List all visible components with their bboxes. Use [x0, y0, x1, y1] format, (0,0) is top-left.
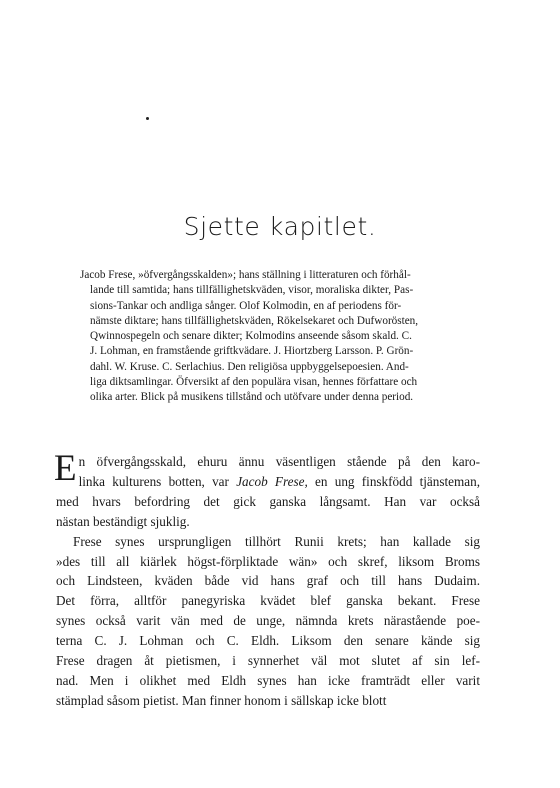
summary-line: sions-Tankar och andliga sånger. Olof Kolmodin, en af periodens för-	[90, 299, 402, 312]
body-line: nästan beständigt sjuklig.	[56, 513, 190, 529]
summary-line: olika arter. Blick på musikens tillstånd och utöfvare under denna period.	[90, 391, 414, 404]
chapter-title: Sjette kapitlet.	[183, 212, 377, 241]
body-line: nad. Men i olikhet med Eldh synes han icke framträdt eller varit	[56, 672, 480, 688]
body-line: Frese dragen åt pietismen, i synnerhet väl mot slutet af sin lef-	[56, 653, 480, 669]
body-line: n öfvergångsskald, ehuru ännu väsentligen stående på den karo-	[78, 454, 480, 469]
body-line: »des till all kiärlek högst-förpliktade wän» och skref, liksom Broms	[56, 553, 480, 569]
body-line-text: linka kulturens botten, var	[78, 473, 237, 489]
body-line: och Lindsteen, kväden både vid hans graf och till hans Dudaim.	[56, 573, 480, 589]
chapter-summary	[80, 268, 482, 406]
body-line	[56, 472, 480, 492]
person-name: Jacob Frese,	[236, 473, 308, 489]
body-line: synes också varit vän med de unge, nämnda krets närastående poe-	[56, 613, 480, 629]
summary-line: lande till samtida; hans tillfällighetskväden, visor, moraliska dikter, Pas-	[90, 284, 414, 297]
ink-speck	[146, 117, 149, 120]
summary-line: liga diktsamlingar. Öfversikt af den populära visan, hennes författare och	[90, 376, 418, 389]
summary-line: dahl. W. Kruse. C. Serlachius. Den religiösa uppbyggelsepoesien. And-	[90, 360, 409, 373]
body-line: med hvars befordring det gick ganska långsamt. Han var också	[56, 493, 480, 509]
body-line-text: en ung finskfödd tjänsteman,	[307, 473, 480, 489]
body-line: stämplad såsom pietist. Man finner honom i sällskap icke blott	[56, 692, 387, 708]
summary-line: Jacob Frese, »öfvergångsskalden»; hans ställning i litteraturen och förhål-	[80, 269, 411, 281]
summary-line: nämste diktare; hans tillfällighetskväden, Rökelsekaret och Dufworösten,	[90, 314, 419, 327]
drop-cap: E	[54, 448, 77, 489]
body-line: Frese synes ursprungligen tillhört Runii krets; han kallade sig	[73, 533, 480, 549]
summary-line: J. Lohman, en framstående griftkvädare. J. Hiortzberg Larsson. P. Grön-	[90, 345, 414, 358]
body-line: Det förra, alltför panegyriska kvädet blef ganska bekant. Frese	[56, 593, 480, 609]
body-line: terna C. J. Lohman och C. Eldh. Liksom den senare kände sig	[56, 633, 480, 649]
body-text	[54, 448, 480, 711]
summary-line: Qwinnospegeln och senare dikter; Kolmodins anseende såsom skald. C.	[90, 330, 412, 343]
